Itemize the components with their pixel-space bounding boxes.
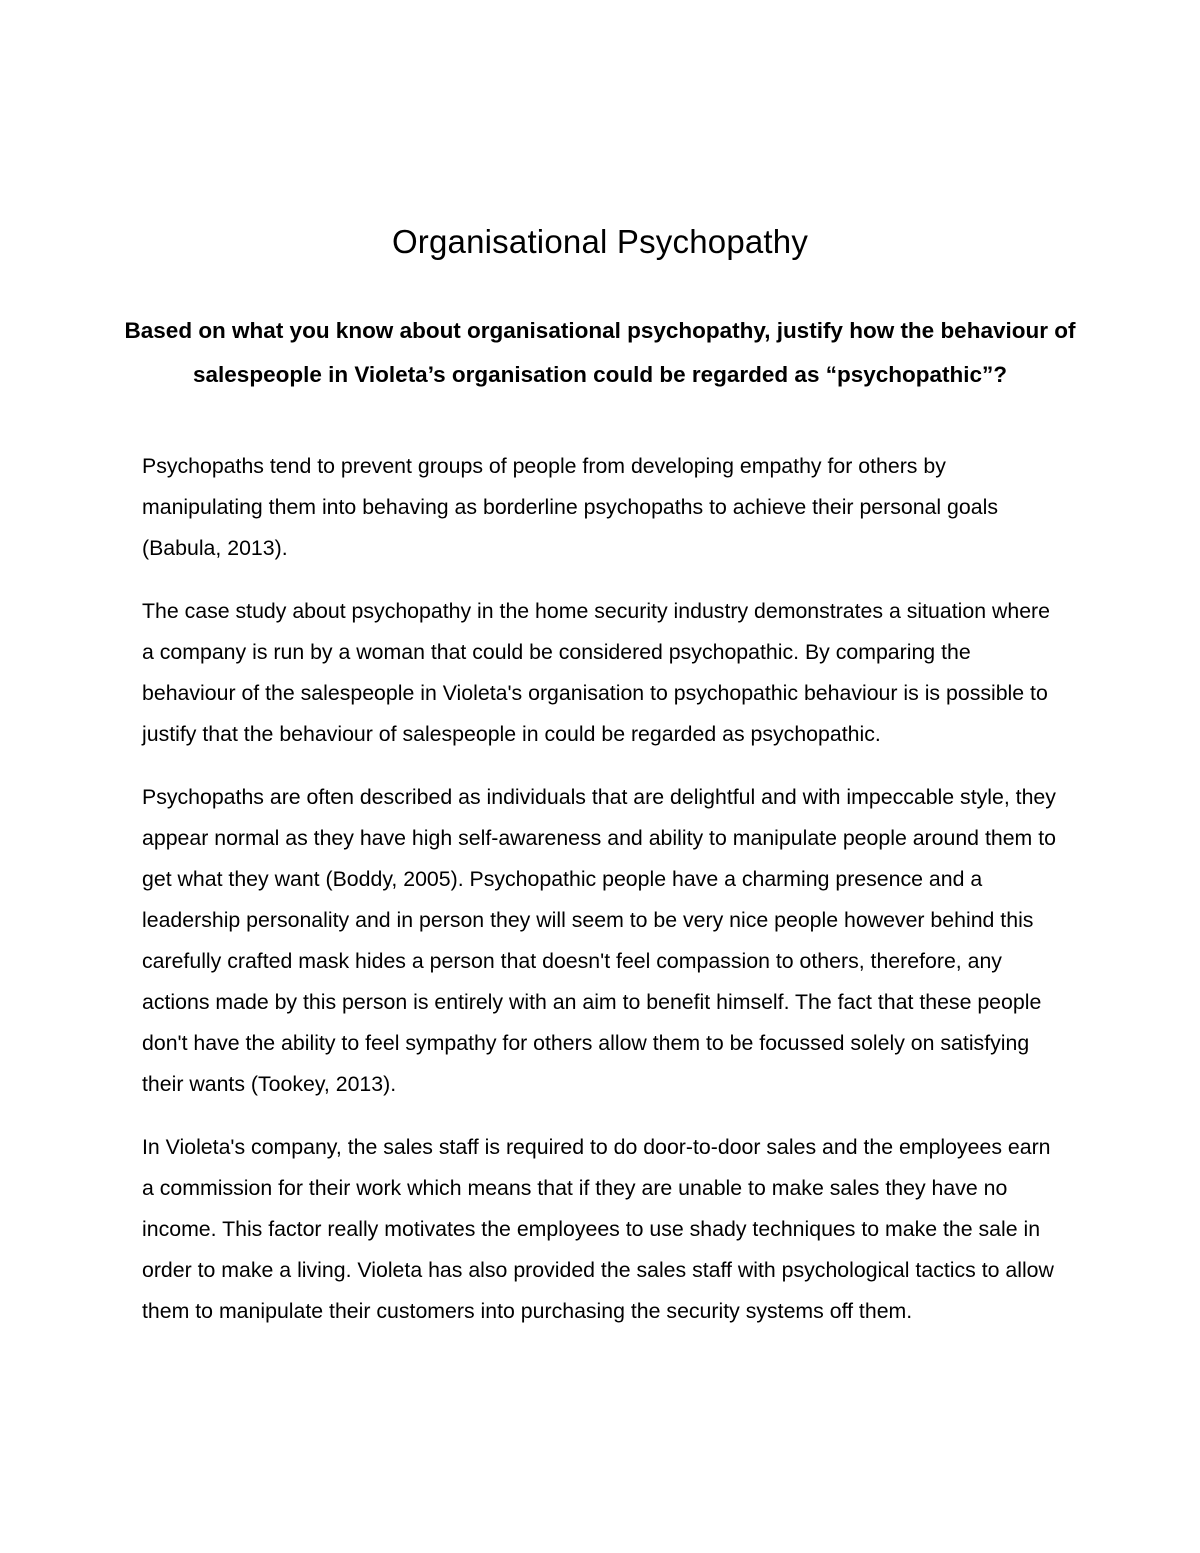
document-title: Organisational Psychopathy xyxy=(391,223,809,260)
document-body xyxy=(142,446,1067,1354)
essay-question: Based on what you know about organisational psychopathy, justify how the behaviour of salespeople in Violeta’s organisation could be regarded as “psychopathic”? xyxy=(124,318,1076,387)
body-paragraph: Psychopaths tend to prevent groups of people from developing empathy for others by manipulating them into behaving as borderline psychopaths to achieve their personal goals (Babula, 2013). xyxy=(142,454,998,560)
body-paragraph: The case study about psychopathy in the home security industry demonstrates a situation where a company is run by a woman that could be considered psychopathic. By comparing the behaviour of the salespeople in Violeta's organisation to psychopathic behaviour is is possible to justify that the behaviour of salespeople in could be regarded as psychopathic. xyxy=(142,599,1050,746)
body-paragraph: Psychopaths are often described as individuals that are delightful and with impeccable style, they appear normal as they have high self-awareness and ability to manipulate people around them to get what they want (Boddy, 2005). Psychopathic people have a charming presence and a leadership personality and in person they will seem to be very nice people however behind this carefully crafted mask hides a person that doesn't feel compassion to others, therefore, any actions made by this person is entirely with an aim to benefit himself. The fact that these people don't have the ability to feel sympathy for others allow them to be focussed solely on satisfying their wants (Tookey, 2013). xyxy=(142,785,1056,1096)
body-paragraph: In Violeta's company, the sales staff is required to do door-to-door sales and the employees earn a commission for their work which means that if they are unable to make sales they have no income. This factor really motivates the employees to use shady techniques to make the sale in order to make a living. Violeta has also provided the sales staff with psychological tactics to allow them to manipulate their customers into purchasing the security systems off them. xyxy=(142,1135,1054,1323)
